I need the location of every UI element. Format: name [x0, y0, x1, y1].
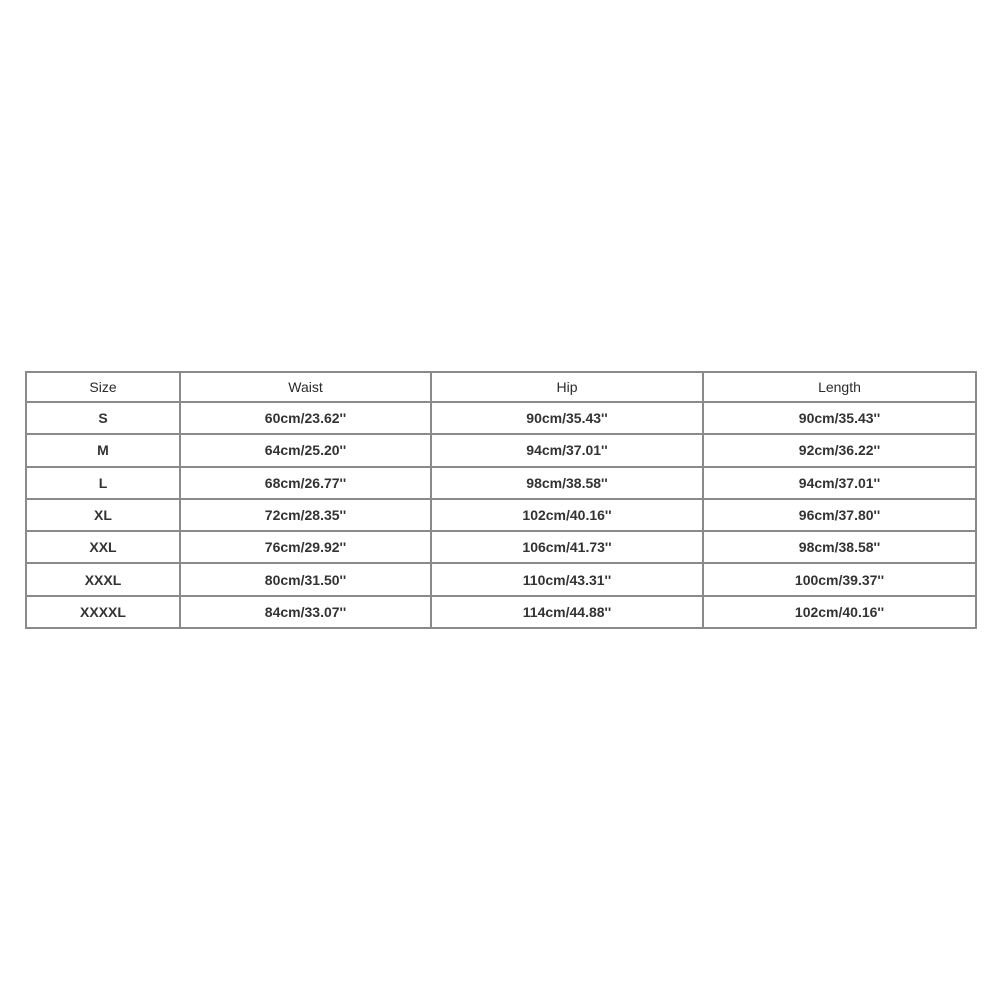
header-hip: Hip	[431, 372, 703, 402]
hip-cell: 94cm/37.01''	[431, 434, 703, 466]
waist-cell: 76cm/29.92''	[180, 531, 431, 563]
table-row	[26, 499, 976, 531]
table-row	[26, 434, 976, 466]
size-cell: XXL	[26, 531, 180, 563]
length-cell: 90cm/35.43''	[703, 402, 976, 434]
size-cell: XXXL	[26, 563, 180, 595]
hip-cell: 114cm/44.88''	[431, 596, 703, 628]
table-row	[26, 563, 976, 595]
table-row	[26, 402, 976, 434]
waist-cell: 60cm/23.62''	[180, 402, 431, 434]
size-cell: M	[26, 434, 180, 466]
hip-cell: 90cm/35.43''	[431, 402, 703, 434]
size-cell: S	[26, 402, 180, 434]
waist-cell: 64cm/25.20''	[180, 434, 431, 466]
table-row	[26, 596, 976, 628]
hip-cell: 102cm/40.16''	[431, 499, 703, 531]
size-chart-table	[25, 371, 977, 629]
length-cell: 96cm/37.80''	[703, 499, 976, 531]
length-cell: 100cm/39.37''	[703, 563, 976, 595]
size-cell: XXXXL	[26, 596, 180, 628]
length-cell: 94cm/37.01''	[703, 467, 976, 499]
length-cell: 92cm/36.22''	[703, 434, 976, 466]
header-length: Length	[703, 372, 976, 402]
size-cell: L	[26, 467, 180, 499]
header-row	[26, 372, 976, 402]
hip-cell: 110cm/43.31''	[431, 563, 703, 595]
table-row	[26, 467, 976, 499]
waist-cell: 80cm/31.50''	[180, 563, 431, 595]
header-size: Size	[26, 372, 180, 402]
hip-cell: 106cm/41.73''	[431, 531, 703, 563]
size-cell: XL	[26, 499, 180, 531]
hip-cell: 98cm/38.58''	[431, 467, 703, 499]
length-cell: 102cm/40.16''	[703, 596, 976, 628]
waist-cell: 84cm/33.07''	[180, 596, 431, 628]
size-chart-header	[26, 372, 976, 402]
table-row	[26, 531, 976, 563]
length-cell: 98cm/38.58''	[703, 531, 976, 563]
header-waist: Waist	[180, 372, 431, 402]
waist-cell: 68cm/26.77''	[180, 467, 431, 499]
waist-cell: 72cm/28.35''	[180, 499, 431, 531]
size-chart-body	[26, 402, 976, 628]
